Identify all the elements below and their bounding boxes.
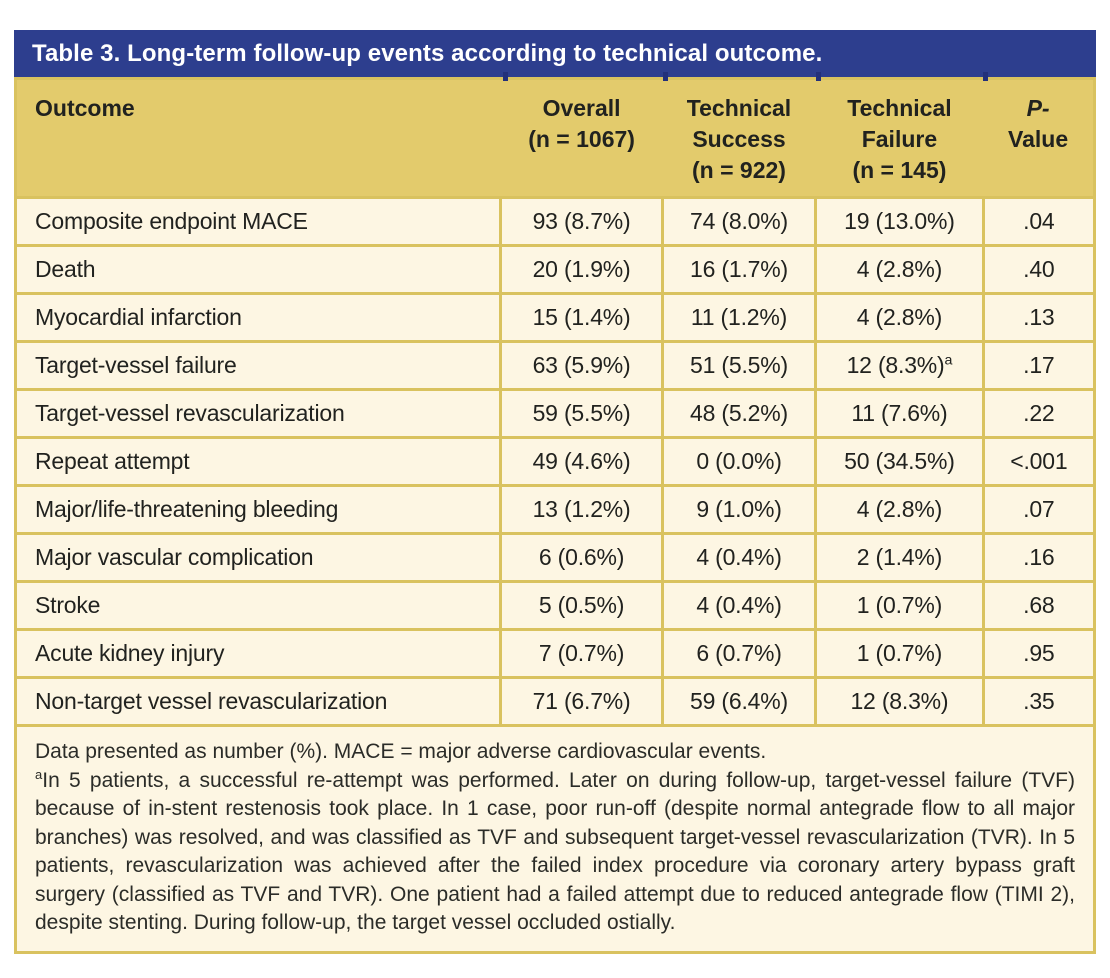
table-row: [16, 342, 1095, 390]
outcome-cell: Repeat attempt: [16, 438, 501, 486]
outcome-cell: Death: [16, 246, 501, 294]
p-value-cell: <.001: [983, 438, 1094, 486]
p-value-cell: .68: [983, 582, 1094, 630]
outcome-cell: Major/life-threatening bleeding: [16, 486, 501, 534]
footnote-a: [35, 767, 1075, 938]
table-row: [16, 294, 1095, 342]
technical-failure-cell: 4 (2.8%): [816, 246, 983, 294]
footnote-a-text: In 5 patients, a successful re-attempt was performed. Later on during follow-up, target-vessel failure (TVF) because of in-stent restenosis took place. In 1 case, poor run-off (despite normal antegrade flow to all major branches) was resolved, and was classified as TVF and subsequent target-vessel revascularization (TVR). In 5 patients, revascularization was achieved after the failed index procedure via coronary artery bypass graft surgery (classified as TVF and TVR). One patient had a failed attempt due to reduced antegrade flow (TIMI 2), despite stenting. During follow-up, the target vessel occluded ostially.: [35, 768, 1075, 934]
table-row: [16, 678, 1095, 726]
overall-cell: 20 (1.9%): [501, 246, 662, 294]
table-header: [16, 79, 1095, 198]
outcome-cell: Acute kidney injury: [16, 630, 501, 678]
overall-cell: 6 (0.6%): [501, 534, 662, 582]
overall-cell: 71 (6.7%): [501, 678, 662, 726]
table-row: [16, 534, 1095, 582]
column-header-p-value: P- Value: [983, 79, 1094, 198]
outcome-cell: Composite endpoint MACE: [16, 198, 501, 246]
technical-failure-cell: 2 (1.4%): [816, 534, 983, 582]
technical-failure-cell: 4 (2.8%): [816, 486, 983, 534]
table-row: [16, 486, 1095, 534]
outcome-cell: Major vascular complication: [16, 534, 501, 582]
technical-failure-cell: 1 (0.7%): [816, 630, 983, 678]
overall-cell: 63 (5.9%): [501, 342, 662, 390]
table-title: Table 3. Long-term follow-up events according to technical outcome.: [32, 39, 823, 67]
p-value-cell: .04: [983, 198, 1094, 246]
outcome-cell: Target-vessel revascularization: [16, 390, 501, 438]
overall-cell: 5 (0.5%): [501, 582, 662, 630]
p-value-cell: .17: [983, 342, 1094, 390]
technical-success-cell: 74 (8.0%): [662, 198, 815, 246]
column-header-overall: Overall (n = 1067): [501, 79, 662, 198]
technical-success-cell: 16 (1.7%): [662, 246, 815, 294]
overall-cell: 13 (1.2%): [501, 486, 662, 534]
technical-success-cell: 6 (0.7%): [662, 630, 815, 678]
technical-failure-cell: 50 (34.5%): [816, 438, 983, 486]
technical-failure-cell: 11 (7.6%): [816, 390, 983, 438]
overall-cell: 15 (1.4%): [501, 294, 662, 342]
table-footnotes: [14, 727, 1096, 954]
table-row: [16, 198, 1095, 246]
technical-failure-cell: 19 (13.0%): [816, 198, 983, 246]
column-header-outcome: Outcome: [16, 79, 501, 198]
footnote-a-marker: a: [35, 766, 43, 782]
table-3-container: [14, 30, 1096, 954]
p-value-cell: .16: [983, 534, 1094, 582]
technical-failure-cell: 12 $(8.3\%)^a$: [816, 342, 983, 390]
p-value-cell: .07: [983, 486, 1094, 534]
footnote-reference-marker: a: [944, 352, 953, 369]
p-value-cell: .13: [983, 294, 1094, 342]
p-value-cell: .40: [983, 246, 1094, 294]
table-body: [16, 198, 1095, 726]
technical-success-cell: 11 (1.2%): [662, 294, 815, 342]
technical-success-cell: 51 (5.5%): [662, 342, 815, 390]
p-value-cell: .95: [983, 630, 1094, 678]
outcome-cell: Myocardial infarction: [16, 294, 501, 342]
outcomes-table: [14, 77, 1096, 727]
overall-cell: 7 (0.7%): [501, 630, 662, 678]
outcome-cell: Non-target vessel revascularization: [16, 678, 501, 726]
column-header-technical-failure: Technical Failure (n = 145): [816, 79, 983, 198]
technical-success-cell: 9 (1.0%): [662, 486, 815, 534]
technical-success-cell: 0 (0.0%): [662, 438, 815, 486]
overall-cell: 93 (8.7%): [501, 198, 662, 246]
technical-success-cell: 59 (6.4%): [662, 678, 815, 726]
table-row: [16, 246, 1095, 294]
technical-success-cell: 4 (0.4%): [662, 582, 815, 630]
column-tick-mark: [983, 72, 988, 81]
table-row: [16, 582, 1095, 630]
p-value-cell: .22: [983, 390, 1094, 438]
column-tick-mark: [503, 72, 508, 81]
outcome-cell: Stroke: [16, 582, 501, 630]
table-row: [16, 390, 1095, 438]
table-row: [16, 630, 1095, 678]
column-header-technical-success: Technical Success (n = 922): [662, 79, 815, 198]
column-tick-mark: [816, 72, 821, 81]
technical-success-cell: 4 (0.4%): [662, 534, 815, 582]
table-row: [16, 438, 1095, 486]
column-tick-mark: [663, 72, 668, 81]
technical-failure-cell: 4 (2.8%): [816, 294, 983, 342]
technical-failure-cell: 12 (8.3%): [816, 678, 983, 726]
overall-cell: 59 (5.5%): [501, 390, 662, 438]
footnote-abbreviations: Data presented as number (%). MACE = major adverse cardiovascular events.: [35, 740, 767, 763]
table-title-bar: [14, 30, 1096, 77]
technical-success-cell: 48 (5.2%): [662, 390, 815, 438]
overall-cell: 49 (4.6%): [501, 438, 662, 486]
header-row: [16, 79, 1095, 198]
technical-failure-cell: 1 (0.7%): [816, 582, 983, 630]
outcome-cell: Target-vessel failure: [16, 342, 501, 390]
p-value-cell: .35: [983, 678, 1094, 726]
